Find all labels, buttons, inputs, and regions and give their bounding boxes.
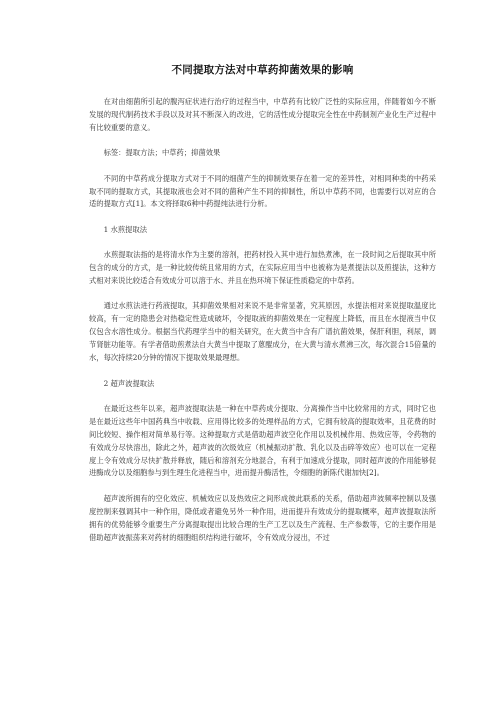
keywords-line: 标签：提取方法；中草药；抑菌效果 [103,148,221,158]
section-2-paragraph-2: 超声波所拥有的空化效应、机械效应以及热效应之间形成彼此联系的关系，借助超声波频率控制以及强度控制来强调其中一种作用，降低或者避免另外一种作用，进而提升有效成分的提取概率，超声波提取法所拥有的优势能够令重要生产分离提取提出比较合理的生产工艺以及生产流程、生产参数等，它的主要作用是借助超声波振荡来对药材的细胞组织结构进行破坏，令有效成分浸出，不过 [89,493,436,542]
section-1-paragraph-1: 水煎提取法指的是将清水作为主要的溶剂，把药材投入其中进行加热煮沸，在一段时间之后提取其中所包含的成分的方式，是一种比较传统且常用的方式，在实际应用当中也被称为是煮提法以及煎提法，这种方式相对来说比较适合有效成分可以溶于水、并且在热环境下保证性质稳定的中草药。 [89,250,436,286]
paper-title: 不同提取方法对中草药抑菌效果的影响 [171,64,354,76]
section-1-paragraph-2: 通过水煎法进行药液提取，其抑菌效果相对来说不是非常显著，究其原因，水提法相对来说提取温度比较高，有一定的隐患会对热稳定性造成破坏，令提取液的抑菌效果在一定程度上降低，而且在水提液当中仅仅包含水溶性成分。根据当代药理学当中的相关研究，在大黄当中含有广谱抗菌效果，保肝利胆，利尿，调节肾脏功能等。有学者借助煎煮法自大黄当中提取了蒽醌成分，在大黄与清水煮沸三次，每次混合15倍量的水，每次持续20分钟的情况下提取效果最理想。 [89,301,436,363]
section-2-paragraph-1: 在最近这些年以来，超声波提取法是一种在中草药成分提取、分离操作当中比较常用的方式，同时它也是在最近这些年中国药典当中收载、应用得比较多的处理样品的方式，它拥有较高的提取效率，且花费的时间比较短、操作相对简单易行等。这种提取方式是借助超声波空化作用以及机械作用、热效应等，令药物的有效成分尽快溶出，除此之外，超声波的次级效应（机械振动扩散、乳化以及击碎等效应）也可以在一定程度上令有效成分尽快扩散并释放，随后和溶剂充分地混合，有利于加速成分提取，同时超声波的作用能够促进酶成分以及细胞参与到生理生化进程当中，进而提升酶活性，令细胞的新陈代谢加快[2]。 [89,403,436,478]
section-heading-ultrasonic: 2 超声波提取法 [103,378,155,388]
section-heading-water-decoction: 1 水煎提取法 [103,224,148,234]
abstract-paragraph: 在对由细菌所引起的腹泻症状进行治疗的过程当中，中草药有比较广泛性的实际应用，伴随着如今不断发展的现代制药技术手段以及对其不断深入的改进，它的活性成分提取完全性在中药制剂产业化生产过程中有比较重要的意义。 [89,97,436,132]
intro-paragraph: 不同的中草药成分提取方式对于不同的细菌产生的抑制效果存在着一定的差异性，对相同种类的中药采取不同的提取方式，其提取液也会对不同的菌种产生不同的抑制性，所以中草药不同，也需要行以对应的合适的提取方式[1]。本文将择取6种中药提纯法进行分析。 [89,173,436,209]
